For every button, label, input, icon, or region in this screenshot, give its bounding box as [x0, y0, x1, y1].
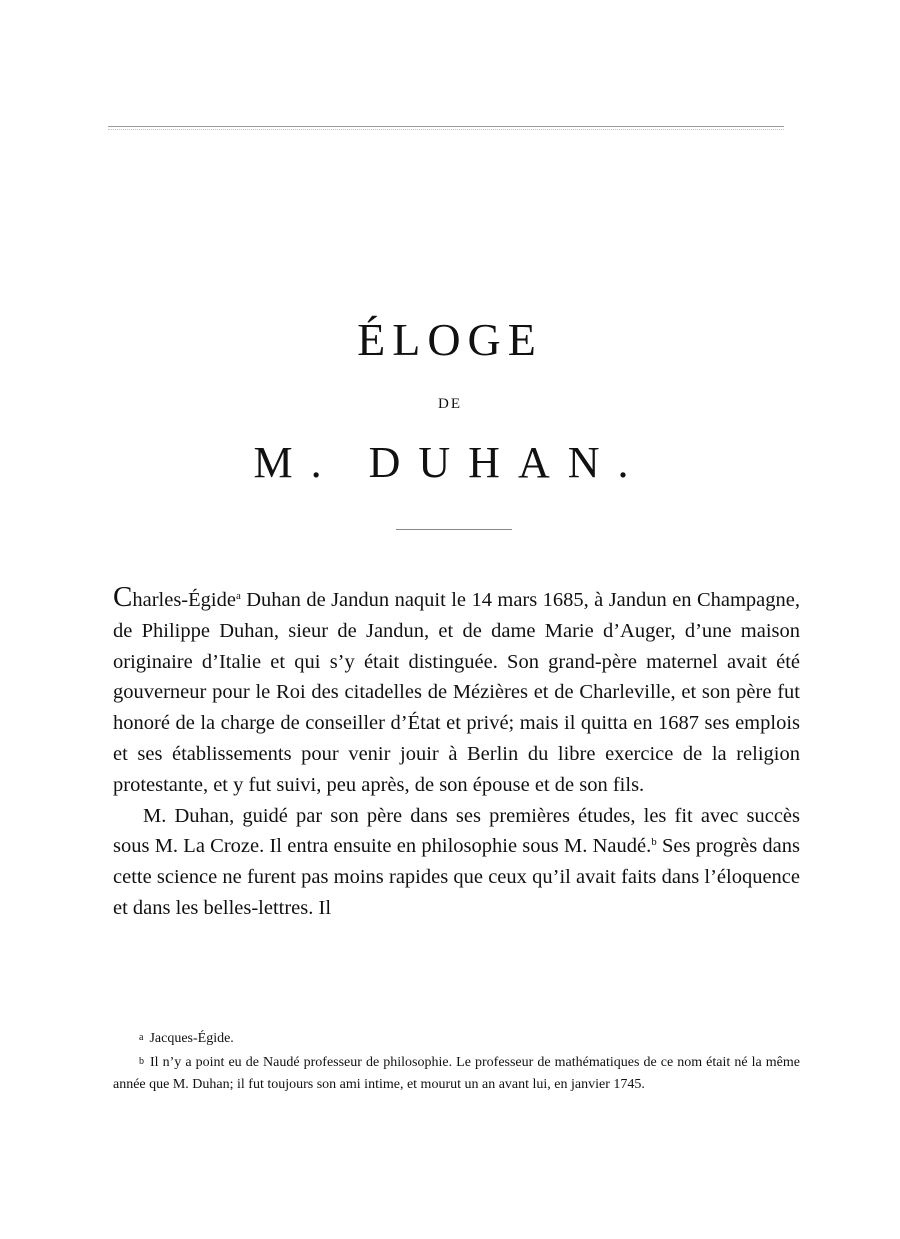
- footnote-a: [113, 1027, 800, 1051]
- title-subject: M. DUHAN.: [253, 438, 647, 487]
- footnote-a-mark: a: [139, 1032, 144, 1043]
- footnote-a-text: Jacques-Égide.: [149, 1031, 234, 1046]
- footnote-ref-b[interactable]: b: [651, 836, 657, 849]
- paragraph-1: [113, 581, 800, 801]
- paragraph-2-text-b: Ses progrès dans cette science ne furent pas moins rapides que ceux qu’il avait faits dans l’éloquence et dans les belles-lettres. Il: [113, 835, 800, 919]
- title-divider: [396, 529, 512, 530]
- footnote-ref-a[interactable]: a: [235, 590, 241, 602]
- paragraph-2-text-a: M. Duhan, guidé par son père dans ses premières études, les fit avec succès sous M. La Croze. Il entra ensuite en philosophie sous M. Naudé.: [113, 804, 800, 858]
- drop-cap: C: [113, 581, 133, 613]
- main-text: [113, 581, 800, 924]
- paragraph-1-text: Duhan de Jandun naquit le 14 mars 1685, à Jandun en Champagne, de Philippe Duhan, sieur de Jandun, et de dame Marie d’Auger, d’une maison originaire d’Italie et qui s’y était distinguée. Son grand-père maternel avait été gouverneur pour le Roi des citadelles de Mézières et de Charleville, et son père fut honoré de la charge de conseiller d’État et privé; mais il quitta en 1687 ses emplois et ses établissements pour venir jouir à Berlin du libre exercice de la religion protestante, et y fut suivi, peu après, de son épouse et de son fils.: [113, 589, 800, 796]
- top-rule-shadow: [108, 129, 784, 130]
- paragraph-1-name: harles-Égide: [132, 589, 236, 611]
- top-rule: [108, 126, 784, 127]
- footnotes: [113, 1027, 800, 1097]
- footnote-b-text: Il n’y a point eu de Naudé professeur de philosophie. Le professeur de mathématiques de ce nom était né la même année que M. Duhan; il fut toujours son ami intime, et mourut un an avant lui, en janvier 1745.: [113, 1054, 800, 1092]
- footnote-b: [113, 1051, 800, 1097]
- footnote-b-mark: b: [139, 1055, 144, 1067]
- paragraph-2: [113, 801, 800, 924]
- page-title: ÉLOGE: [357, 314, 543, 365]
- title-connector: DE: [438, 396, 462, 412]
